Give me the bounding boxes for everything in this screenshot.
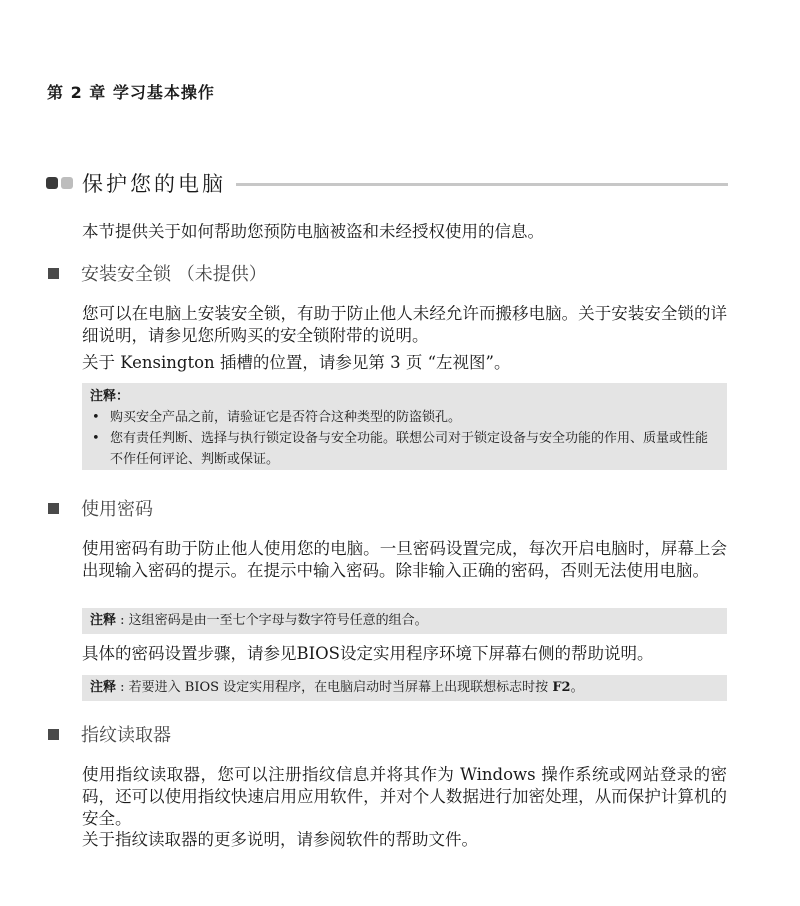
square-light-icon xyxy=(61,177,73,189)
subsection-lock xyxy=(48,260,267,286)
password-paragraph-2: 具体的密码设置步骤，请参见BIOS设定实用程序环境下屏幕右侧的帮助说明。 xyxy=(82,644,654,663)
note-item: • 购买安全产品之前，请验证它是否符合这种类型的防盗锁孔。 xyxy=(90,407,717,428)
note-list xyxy=(90,407,717,470)
note-label: 注释 xyxy=(90,613,117,628)
password-note-1 xyxy=(82,608,727,634)
password-heading: 使用密码 xyxy=(81,499,153,520)
lock-paragraph-2: 关于 Kensington 插槽的位置，请参见第 3 页 “左视图”。 xyxy=(82,353,511,372)
section-title: 保护您的电脑 xyxy=(82,172,226,196)
note-item: • 您有责任判断、选择与执行锁定设备与安全功能。联想公司对于锁定设备与安全功能的作用、质量或性能不作任何评论、判断或保证。 xyxy=(90,428,717,470)
fingerprint-paragraph-1: 使用指纹读取器，您可以注册指纹信息并将其作为 Windows 操作系统或网站登录的密码，还可以使用指纹快速启用应用软件，并对个人数据进行加密处理，从而保护计算机的安全。 xyxy=(82,765,727,828)
subsection-fingerprint xyxy=(48,721,171,747)
fingerprint-heading: 指纹读取器 xyxy=(81,725,171,746)
subsection-password xyxy=(48,495,153,521)
note-title: 注释： xyxy=(90,389,130,404)
password-note-2 xyxy=(82,675,727,701)
chapter-header: 第 2 章 学习基本操作 xyxy=(47,83,215,102)
note-label: 注释 xyxy=(90,680,117,695)
key-f2: F2 xyxy=(552,680,571,695)
bullet-square-icon xyxy=(48,729,59,740)
intro-paragraph: 本节提供关于如何帮助您预防电脑被盗和未经授权使用的信息。 xyxy=(82,222,544,241)
lock-paragraph-1: 您可以在电脑上安装安全锁，有助于防止他人未经允许而搬移电脑。关于安装安全锁的详细说明，请参见您所购买的安全锁附带的说明。 xyxy=(82,304,727,345)
lock-note xyxy=(82,383,727,470)
bullet-square-icon xyxy=(48,503,59,514)
note-text: : 若要进入 BIOS 设定实用程序，在电脑启动时当屏幕上出现联想标志时按 xyxy=(116,680,553,695)
section-divider xyxy=(236,183,728,186)
note-text: : 这组密码是由一至七个字母与数字符号任意的组合。 xyxy=(116,613,428,628)
fingerprint-paragraph-2: 关于指纹读取器的更多说明，请参阅软件的帮助文件。 xyxy=(82,830,478,849)
note-end: 。 xyxy=(570,680,584,695)
square-dark-icon xyxy=(46,177,58,189)
lock-heading: 安装安全锁 （未提供） xyxy=(81,264,267,285)
password-paragraph-1: 使用密码有助于防止他人使用您的电脑。一旦密码设置完成，每次开启电脑时，屏幕上会出现输入密码的提示。在提示中输入密码。除非输入正确的密码，否则无法使用电脑。 xyxy=(82,539,727,580)
section-title-bar xyxy=(46,166,728,200)
bullet-square-icon xyxy=(48,268,59,279)
